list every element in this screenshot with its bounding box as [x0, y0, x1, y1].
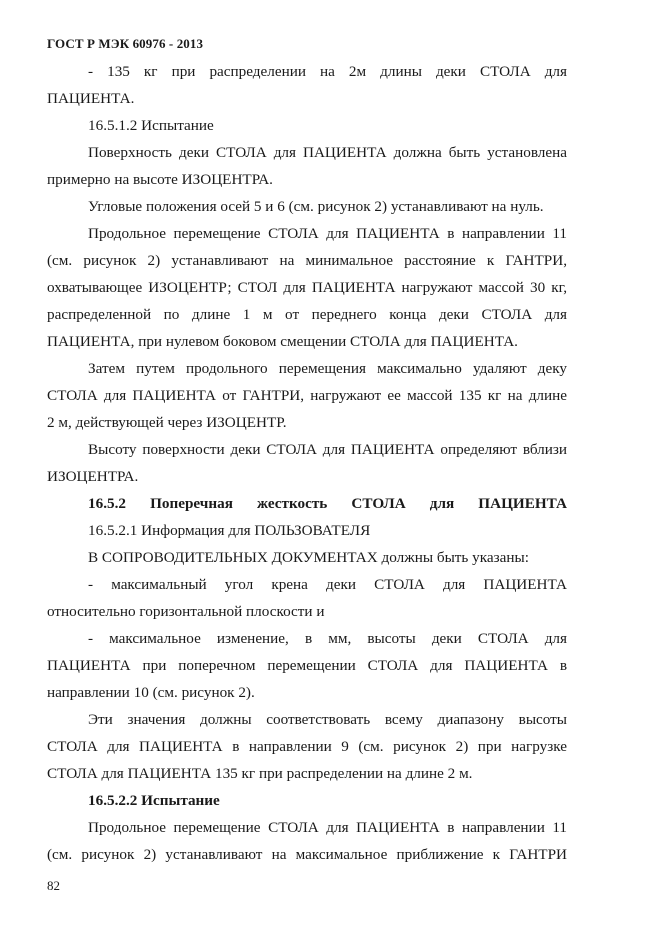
text-line: Угловые положения осей 5 и 6 (см. рисунок 2) устанавливают на нуль.: [88, 198, 544, 215]
text-line: ПАЦИЕНТА, при нулевом боковом смещении СТОЛА для ПАЦИЕНТА.: [47, 333, 518, 350]
text-line: 2 м, действующей через ИЗОЦЕНТР.: [47, 414, 287, 431]
text-line: (см. рисунок 2) устанавливают на минимальное расстояние к ГАНТРИ,: [47, 252, 567, 269]
text-line: - 135 кг при распределении на 2м длины деки СТОЛА для: [88, 63, 567, 80]
text-line: Поверхность деки СТОЛА для ПАЦИЕНТА должна быть установлена: [88, 144, 567, 161]
text-line: распределенной по длине 1 м от переднего конца деки СТОЛА для: [47, 306, 567, 323]
text-line: ИЗОЦЕНТРА.: [47, 468, 139, 485]
text-line: В СОПРОВОДИТЕЛЬНЫХ ДОКУМЕНТАХ должны быть указаны:: [88, 549, 529, 566]
page-number: 82: [47, 878, 60, 893]
text-line: направлении 10 (см. рисунок 2).: [47, 684, 255, 701]
text-line: (см. рисунок 2) устанавливают на максимальное приближение к ГАНТРИ: [47, 846, 567, 863]
text-line: СТОЛА для ПАЦИЕНТА 135 кг при распределении на длине 2 м.: [47, 765, 473, 782]
text-line: примерно на высоте ИЗОЦЕНТРА.: [47, 171, 273, 188]
text-line: Высоту поверхности деки СТОЛА для ПАЦИЕНТА определяют вблизи: [88, 441, 567, 458]
text-line: ПАЦИЕНТА при поперечном перемещении СТОЛА для ПАЦИЕНТА в: [47, 657, 567, 674]
section-heading: 16.5.1.2 Испытание: [88, 117, 214, 134]
text-line: Продольное перемещение СТОЛА для ПАЦИЕНТА в направлении 11: [88, 819, 567, 836]
text-line: - максимальное изменение, в мм, высоты деки СТОЛА для: [88, 630, 567, 647]
text-line: Эти значения должны соответствовать всему диапазону высоты: [88, 711, 567, 728]
document-header: ГОСТ Р МЭК 60976 - 2013: [47, 36, 204, 51]
text-line: - максимальный угол крена деки СТОЛА для ПАЦИЕНТА: [88, 576, 567, 593]
text-line: Продольное перемещение СТОЛА для ПАЦИЕНТА в направлении 11: [88, 225, 567, 242]
section-heading: 16.5.2.2 Испытание: [88, 792, 220, 809]
section-heading: 16.5.2 Поперечная жесткость СТОЛА для ПАЦИЕНТА: [88, 495, 567, 512]
text-line: охватывающее ИЗОЦЕНТР; СТОЛ для ПАЦИЕНТА нагружают массой 30 кг,: [47, 279, 567, 296]
text-line: относительно горизонтальной плоскости и: [47, 603, 325, 620]
text-line: СТОЛА для ПАЦИЕНТА в направлении 9 (см. рисунок 2) при нагрузке: [47, 738, 567, 755]
section-heading: 16.5.2.1 Информация для ПОЛЬЗОВАТЕЛЯ: [88, 522, 371, 539]
text-line: ПАЦИЕНТА.: [47, 90, 135, 107]
text-line: СТОЛА для ПАЦИЕНТА от ГАНТРИ, нагружают ее массой 135 кг на длине: [47, 387, 567, 404]
text-line: Затем путем продольного перемещения максимально удаляют деку: [88, 360, 567, 377]
